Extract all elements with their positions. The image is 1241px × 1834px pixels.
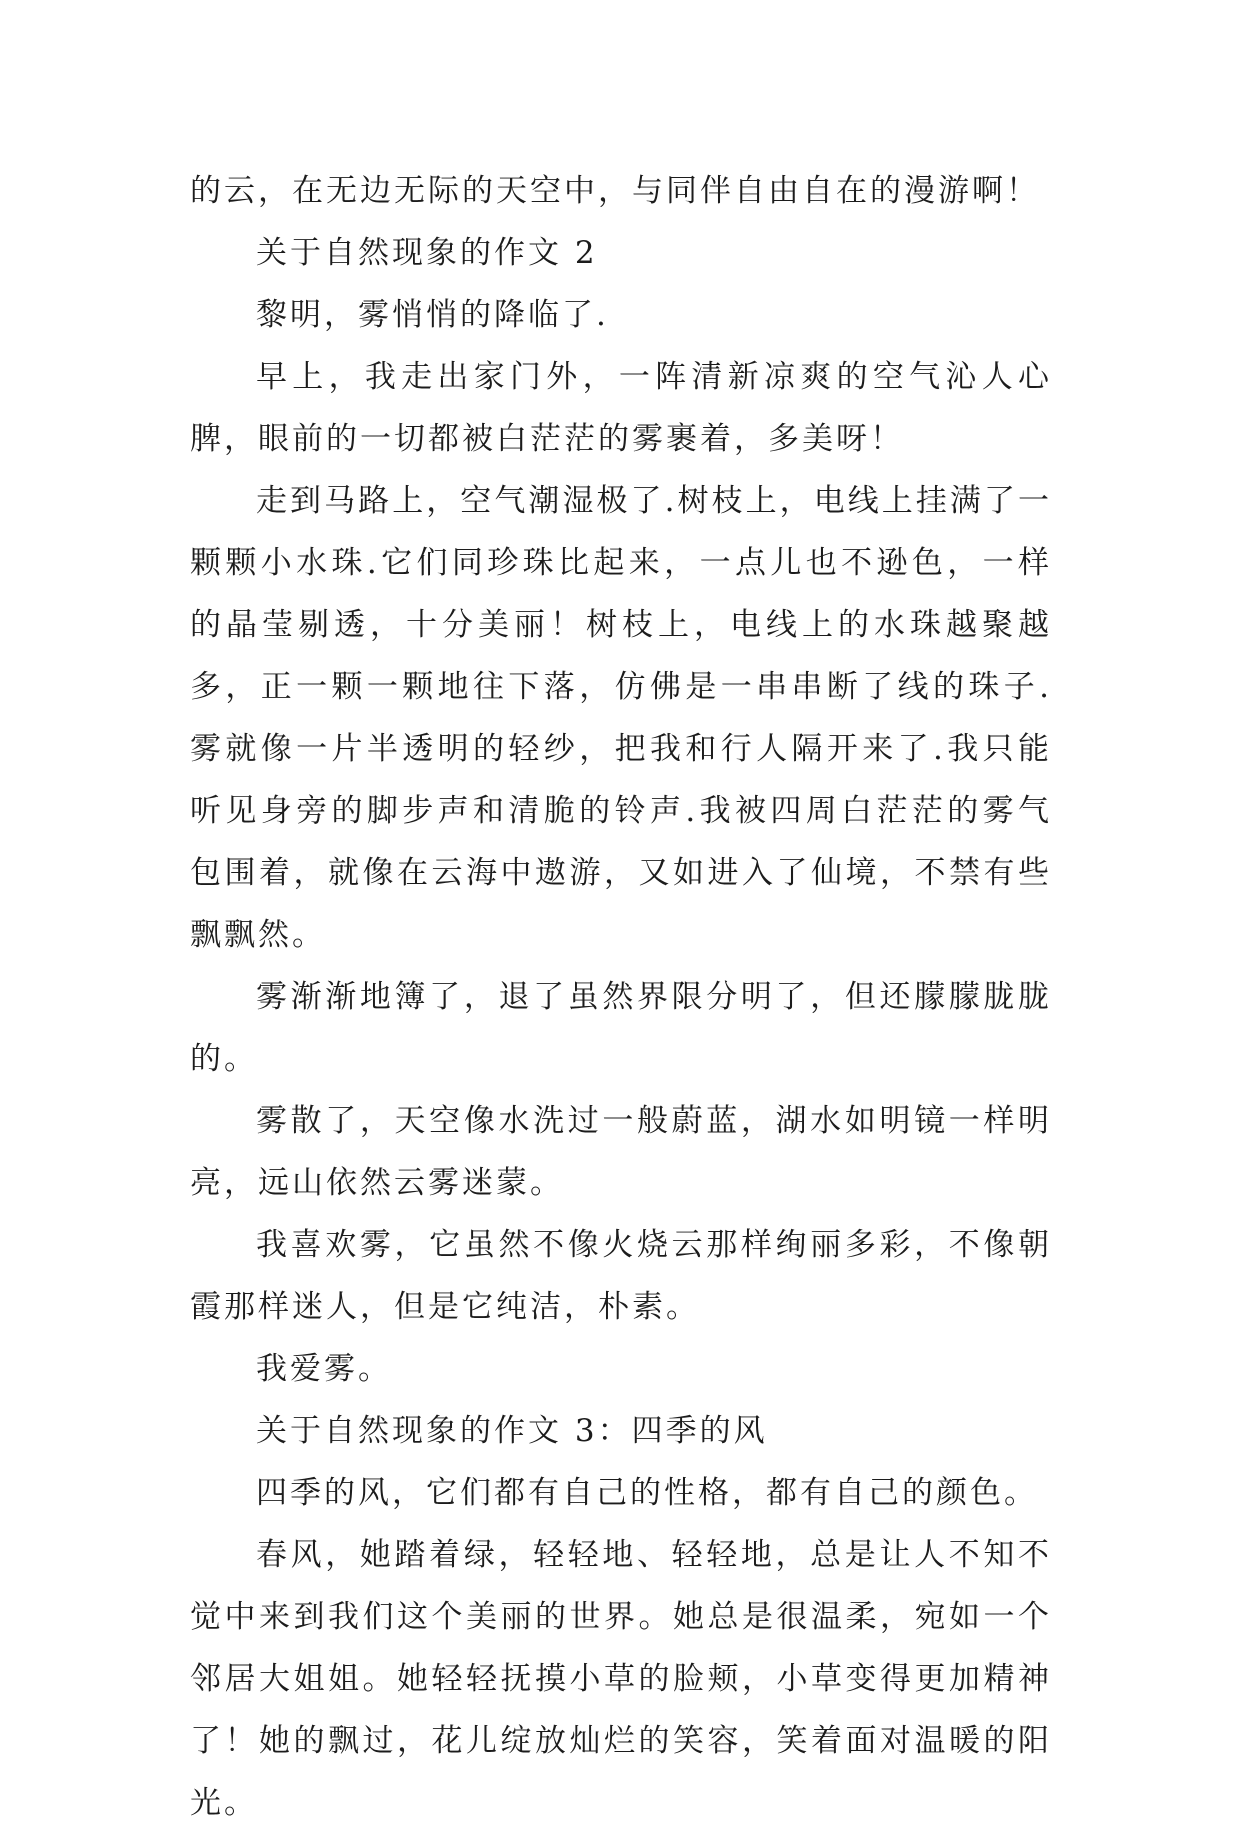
- essay-title-3: 关于自然现象的作文 3：四季的风: [256, 1413, 768, 1449]
- paragraph: 雾渐渐地簿了，退了虽然界限分明了，但还朦朦胧胧的。: [190, 979, 1052, 1077]
- paragraph-continuation: 的云，在无边无际的天空中，与同伴自由自在的漫游啊！: [190, 173, 1040, 209]
- essay-title-2: 关于自然现象的作文 2: [256, 235, 598, 271]
- paragraph: 雾散了，天空像水洗过一般蔚蓝，湖水如明镜一样明亮，远山依然云雾迷蒙。: [190, 1103, 1052, 1201]
- paragraph: 黎明，雾悄悄的降临了.: [256, 297, 609, 333]
- paragraph: 四季的风，它们都有自己的性格，都有自己的颜色。: [256, 1475, 1038, 1511]
- paragraph: 走到马路上，空气潮湿极了.树枝上，电线上挂满了一颗颗小水珠.它们同珍珠比起来，一点儿也不逊色，一样的晶莹剔透，十分美丽！树枝上，电线上的水珠越聚越多，正一颗一颗地往下落，仿佛是一串串断了线的珠子.雾就像一片半透明的轻纱，把我和行人隔开来了.我只能听见身旁的脚步声和清脆的铃声.我被四周白茫茫的雾气包围着，就像在云海中遨游，又如进入了仙境，不禁有些飘飘然。: [190, 483, 1052, 953]
- paragraph: 我喜欢雾，它虽然不像火烧云那样绚丽多彩，不像朝霞那样迷人，但是它纯洁，朴素。: [190, 1227, 1052, 1325]
- essay-body: [190, 160, 1052, 1834]
- paragraph: 我爱雾。: [256, 1351, 392, 1387]
- paragraph: 早上，我走出家门外，一阵清新凉爽的空气沁人心脾，眼前的一切都被白茫茫的雾裹着，多美呀！: [190, 359, 1052, 457]
- paragraph: 春风，她踏着绿，轻轻地、轻轻地，总是让人不知不觉中来到我们这个美丽的世界。她总是很温柔，宛如一个邻居大姐姐。她轻轻抚摸小草的脸颊，小草变得更加精神了！她的飘过，花儿绽放灿烂的笑容，笑着面对温暖的阳光。: [190, 1537, 1052, 1821]
